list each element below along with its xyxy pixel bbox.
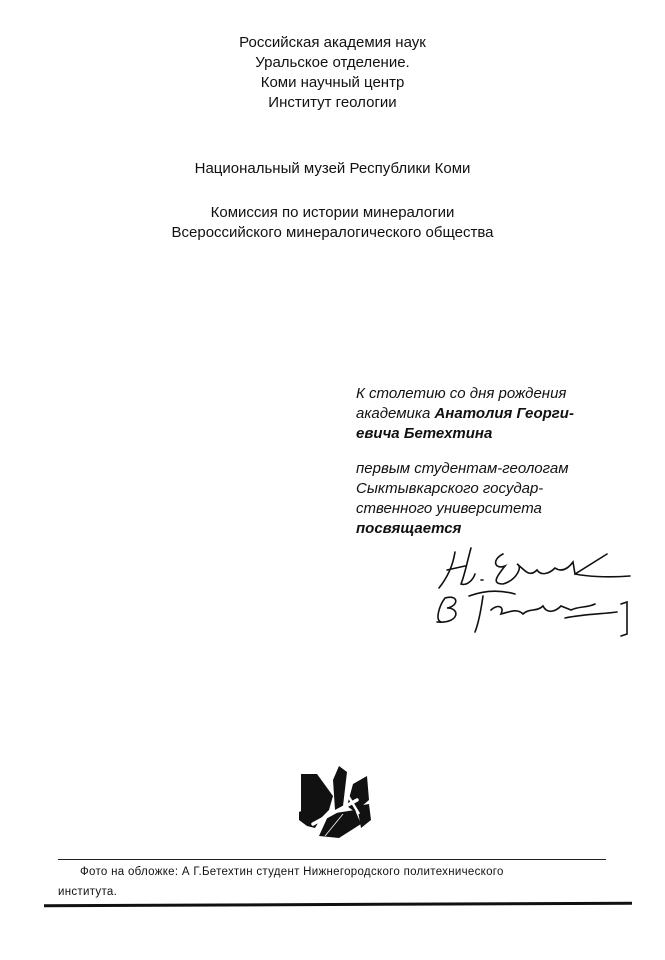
- header-line: Уральское отделение.: [255, 54, 410, 71]
- dedication-verb: посвящается: [356, 520, 462, 537]
- footer-rule-top: [58, 859, 606, 860]
- footer-rule-bottom: [44, 902, 632, 908]
- header-line: Институт геологии: [268, 94, 397, 111]
- dedication-line: [356, 404, 574, 424]
- dedication-line: первым студентам-геологам: [356, 460, 569, 477]
- commission-line: Всероссийского минералогического общества: [171, 224, 494, 241]
- header-line: Российская академия наук: [239, 34, 426, 51]
- dedication-text: академика: [356, 405, 435, 422]
- commission-line: Комиссия по истории минералогии: [210, 204, 455, 221]
- academician-name-cont: евича Бетехтина: [356, 425, 493, 442]
- dedication-line: ственного университета: [356, 500, 542, 517]
- dedication-line: К столетию со дня рождения: [356, 385, 567, 402]
- caption-line: института.: [58, 886, 118, 898]
- museum-name: Национальный музей Республики Коми: [194, 160, 471, 177]
- cover-photo-caption: [58, 862, 618, 902]
- academician-name: Анатолия Георги-: [434, 405, 574, 422]
- crystal-hammer-logo: [299, 766, 375, 838]
- dedication-line: Сыктывкарского государ-: [356, 480, 544, 497]
- commission-name: [0, 203, 665, 243]
- handwritten-signatures: [425, 540, 640, 640]
- caption-line: Фото на обложке: А Г.Бетехтин студент Нижнегородского политехнического: [80, 866, 504, 878]
- institution-header: [0, 33, 665, 113]
- header-line: Коми научный центр: [260, 74, 405, 91]
- dedication-block: [356, 384, 574, 539]
